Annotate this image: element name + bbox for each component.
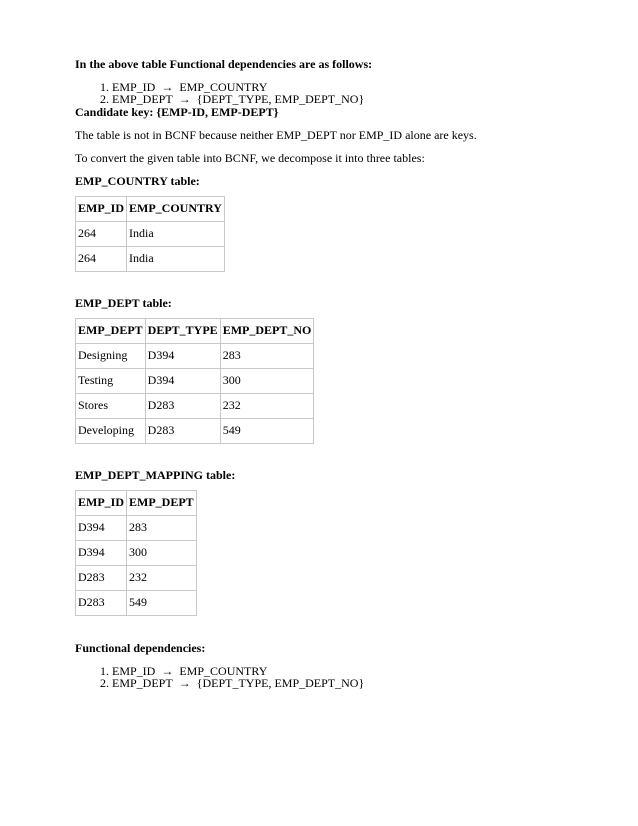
- table-cell: India: [127, 222, 225, 247]
- table-cell: Designing: [76, 344, 146, 369]
- table-row: [76, 344, 314, 369]
- table-row: [76, 394, 314, 419]
- table-row: [76, 516, 197, 541]
- table-cell: Developing: [76, 419, 146, 444]
- table-cell: D283: [145, 419, 220, 444]
- table-row: [76, 419, 314, 444]
- table-cell: 300: [127, 541, 197, 566]
- table-row: [76, 541, 197, 566]
- decompose-text: To convert the given table into BCNF, we decompose it into three tables:: [75, 151, 425, 165]
- table-cell: D394: [76, 541, 127, 566]
- table-cell: 549: [220, 419, 314, 444]
- table-cell: D283: [76, 591, 127, 616]
- table-title-emp-dept: EMP_DEPT table:: [75, 296, 172, 310]
- table-cell: D283: [145, 394, 220, 419]
- fd-item: 1. EMP_ID → EMP_COUNTRY: [112, 81, 595, 93]
- table-header-row: [76, 491, 197, 516]
- table-row: [76, 247, 225, 272]
- table-cell: D394: [145, 344, 220, 369]
- fd-list-final: [75, 665, 595, 689]
- column-header: EMP_ID: [76, 491, 127, 516]
- table-row: [76, 591, 197, 616]
- table-cell: Testing: [76, 369, 146, 394]
- column-header: DEPT_TYPE: [145, 319, 220, 344]
- column-header: EMP_DEPT_NO: [220, 319, 314, 344]
- fd-item: 2. EMP_DEPT → {DEPT_TYPE, EMP_DEPT_NO}: [112, 93, 595, 105]
- table-cell: 232: [220, 394, 314, 419]
- table-cell: 549: [127, 591, 197, 616]
- table-cell: 283: [220, 344, 314, 369]
- table-cell: D283: [76, 566, 127, 591]
- emp-country-table: [75, 196, 225, 272]
- table-cell: 232: [127, 566, 197, 591]
- table-title-emp-country: EMP_COUNTRY table:: [75, 174, 200, 188]
- table-cell: 300: [220, 369, 314, 394]
- table-cell: 264: [76, 247, 127, 272]
- intro-heading: In the above table Functional dependencies are as follows:: [75, 57, 373, 71]
- table-cell: Stores: [76, 394, 146, 419]
- fd-list-intro: [75, 81, 595, 105]
- fd-item: 2. EMP_DEPT → {DEPT_TYPE, EMP_DEPT_NO}: [112, 677, 595, 689]
- table-header-row: [76, 319, 314, 344]
- table-row: [76, 566, 197, 591]
- column-header: EMP_COUNTRY: [127, 197, 225, 222]
- table-cell: India: [127, 247, 225, 272]
- table-row: [76, 222, 225, 247]
- bcnf-reason: The table is not in BCNF because neither EMP_DEPT nor EMP_ID alone are keys.: [75, 128, 477, 142]
- fd-heading: Functional dependencies:: [75, 641, 206, 655]
- table-cell: 264: [76, 222, 127, 247]
- table-cell: 283: [127, 516, 197, 541]
- table-row: [76, 369, 314, 394]
- table-header-row: [76, 197, 225, 222]
- column-header: EMP_DEPT: [76, 319, 146, 344]
- emp-dept-mapping-table: [75, 490, 197, 616]
- column-header: EMP_ID: [76, 197, 127, 222]
- candidate-key: Candidate key: {EMP-ID, EMP-DEPT}: [75, 105, 279, 119]
- emp-dept-table: [75, 318, 314, 444]
- table-cell: D394: [145, 369, 220, 394]
- document-page: [75, 57, 595, 689]
- fd-item: 1. EMP_ID → EMP_COUNTRY: [112, 665, 595, 677]
- table-title-emp-dept-mapping: EMP_DEPT_MAPPING table:: [75, 468, 236, 482]
- table-cell: D394: [76, 516, 127, 541]
- column-header: EMP_DEPT: [127, 491, 197, 516]
